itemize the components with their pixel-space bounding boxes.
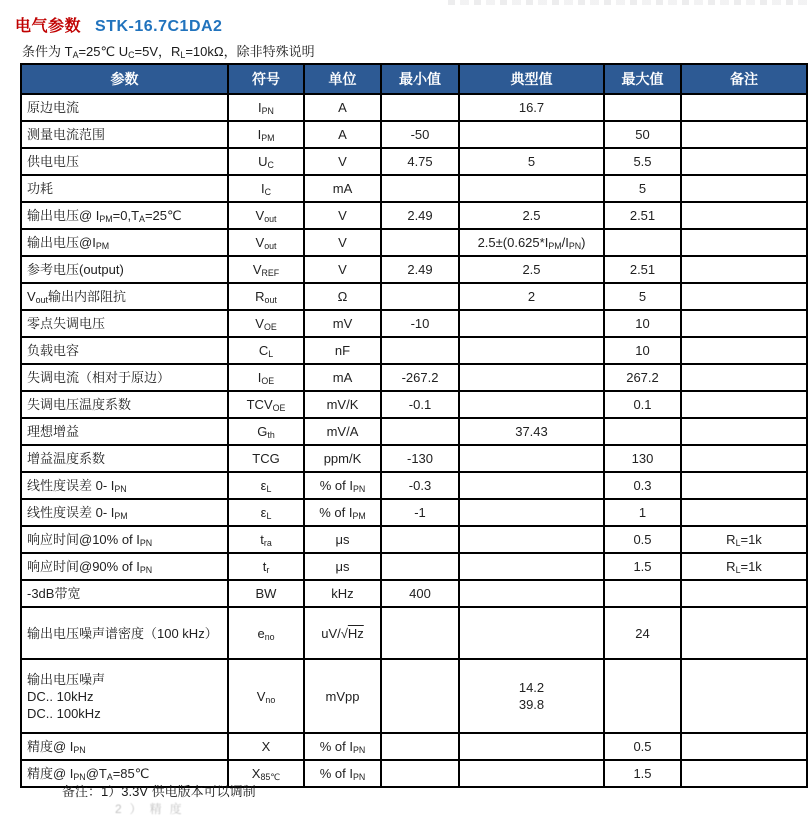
cell-typical <box>459 175 604 202</box>
table-row <box>21 733 807 760</box>
cell-unit: % of $I_{PN}$ <box>304 760 381 787</box>
cell-remark <box>681 202 807 229</box>
cell-parameter: 增益温度系数 <box>21 445 228 472</box>
cell-unit: nF <box>304 337 381 364</box>
table-row <box>21 229 807 256</box>
cell-unit: uV/√Hz <box>304 607 381 659</box>
table-row <box>21 121 807 148</box>
table-row <box>21 445 807 472</box>
cell-remark <box>681 310 807 337</box>
cell-symbol: $V_{REF}$ <box>228 256 304 283</box>
table-row <box>21 607 807 659</box>
cell-parameter: 失调电压温度系数 <box>21 391 228 418</box>
table-row <box>21 499 807 526</box>
cell-symbol: X <box>228 733 304 760</box>
cell-parameter: 精度@ $I_{PN}$ <box>21 733 228 760</box>
table-row <box>21 553 807 580</box>
cell-unit: A <box>304 94 381 121</box>
cell-symbol: $X_{85℃}$ <box>228 760 304 787</box>
column-header-0: 参数 <box>21 64 228 94</box>
cell-symbol: $V_{OE}$ <box>228 310 304 337</box>
cell-max: 1 <box>604 499 681 526</box>
cell-remark <box>681 148 807 175</box>
cell-remark <box>681 607 807 659</box>
model-number: STK-16.7C1DA2 <box>95 18 223 35</box>
cell-remark <box>681 733 807 760</box>
cell-typical <box>459 733 604 760</box>
cell-max: 1.5 <box>604 553 681 580</box>
cell-max: 2.51 <box>604 202 681 229</box>
cell-parameter: 输出电压$@I_{PM}$ <box>21 229 228 256</box>
cell-remark <box>681 472 807 499</box>
cell-max: 10 <box>604 337 681 364</box>
cell-max: 0.1 <box>604 391 681 418</box>
column-header-2: 单位 <box>304 64 381 94</box>
cell-remark: $R_L=1k$ <box>681 553 807 580</box>
cell-unit: mV <box>304 310 381 337</box>
cell-remark <box>681 418 807 445</box>
cell-max: 5.5 <box>604 148 681 175</box>
column-header-1: 符号 <box>228 64 304 94</box>
cell-remark <box>681 364 807 391</box>
cell-parameter: -3dB带宽 <box>21 580 228 607</box>
cropped-text-remnant <box>448 0 809 5</box>
cell-max <box>604 94 681 121</box>
cell-min <box>381 94 459 121</box>
table-row <box>21 580 807 607</box>
cell-parameter: $V_{out}$输出内部阻抗 <box>21 283 228 310</box>
cell-min: -267.2 <box>381 364 459 391</box>
table-row <box>21 256 807 283</box>
table-row <box>21 391 807 418</box>
cell-remark <box>681 337 807 364</box>
cell-typical <box>459 553 604 580</box>
cell-symbol: $I_C$ <box>228 175 304 202</box>
cell-typical <box>459 499 604 526</box>
cell-remark <box>681 175 807 202</box>
cell-max: 0.3 <box>604 472 681 499</box>
cell-unit: A <box>304 121 381 148</box>
cell-min: -50 <box>381 121 459 148</box>
cell-typical <box>459 760 604 787</box>
cell-symbol: $C_L$ <box>228 337 304 364</box>
table-row <box>21 418 807 445</box>
table-row <box>21 283 807 310</box>
cell-min: -0.3 <box>381 472 459 499</box>
cell-typical <box>459 364 604 391</box>
cell-typical: 2 <box>459 283 604 310</box>
cell-symbol: $t_{ra}$ <box>228 526 304 553</box>
cell-max: 2.51 <box>604 256 681 283</box>
cell-unit: mV/K <box>304 391 381 418</box>
cell-min <box>381 283 459 310</box>
cell-symbol: $TCV_{OE}$ <box>228 391 304 418</box>
table-row <box>21 175 807 202</box>
table-row <box>21 148 807 175</box>
cell-typical: 5 <box>459 148 604 175</box>
cell-symbol: $V_{out}$ <box>228 202 304 229</box>
cell-unit: mA <box>304 364 381 391</box>
cell-symbol: $I_{OE}$ <box>228 364 304 391</box>
cell-unit: μs <box>304 526 381 553</box>
cell-remark <box>681 391 807 418</box>
cell-typical <box>459 310 604 337</box>
cell-min: 2.49 <box>381 202 459 229</box>
cell-min <box>381 175 459 202</box>
table-row <box>21 202 807 229</box>
cell-parameter: 测量电流范围 <box>21 121 228 148</box>
cell-parameter: 功耗 <box>21 175 228 202</box>
cell-unit: V <box>304 202 381 229</box>
cell-symbol: $t_r$ <box>228 553 304 580</box>
cell-max: 5 <box>604 175 681 202</box>
parameters-table <box>20 63 808 788</box>
cell-min: -0.1 <box>381 391 459 418</box>
cell-max: 24 <box>604 607 681 659</box>
cell-min: 4.75 <box>381 148 459 175</box>
cell-parameter: 响应时间@90% of $I_{PN}$ <box>21 553 228 580</box>
footnote-partial-cropped: 2）精度 <box>115 802 190 816</box>
cell-remark <box>681 256 807 283</box>
cell-unit: mA <box>304 175 381 202</box>
cell-unit: mVpp <box>304 659 381 733</box>
cell-symbol: TCG <box>228 445 304 472</box>
cell-remark <box>681 121 807 148</box>
cell-min <box>381 229 459 256</box>
cell-remark <box>681 445 807 472</box>
table-row <box>21 310 807 337</box>
cell-unit: % of $I_{PN}$ <box>304 472 381 499</box>
cell-remark <box>681 229 807 256</box>
column-header-3: 最小值 <box>381 64 459 94</box>
cell-symbol: $I_{PN}$ <box>228 94 304 121</box>
cell-typical <box>459 526 604 553</box>
cell-parameter: 线性度误差 0- $I_{PM}$ <box>21 499 228 526</box>
cell-typical: 14.2 39.8 <box>459 659 604 733</box>
cell-min: -10 <box>381 310 459 337</box>
cell-parameter: 线性度误差 0- $I_{PN}$ <box>21 472 228 499</box>
cell-min: 400 <box>381 580 459 607</box>
cell-max <box>604 229 681 256</box>
cell-typical <box>459 445 604 472</box>
cell-typical <box>459 121 604 148</box>
section-title: 电气参数 <box>15 18 82 35</box>
cell-min: 2.49 <box>381 256 459 283</box>
cell-min <box>381 760 459 787</box>
footnote: 备注：1）3.3V 供电版本可以调制 <box>62 784 256 799</box>
cell-typical <box>459 472 604 499</box>
cell-unit: mV/A <box>304 418 381 445</box>
cell-symbol: $V_{out}$ <box>228 229 304 256</box>
cell-min <box>381 659 459 733</box>
cell-min <box>381 733 459 760</box>
cell-remark: $R_L=1k$ <box>681 526 807 553</box>
cell-parameter: 供电电压 <box>21 148 228 175</box>
cell-parameter: 原边电流 <box>21 94 228 121</box>
cell-typical: 37.43 <box>459 418 604 445</box>
cell-max: 50 <box>604 121 681 148</box>
cell-parameter: 参考电压(output) <box>21 256 228 283</box>
cell-remark <box>681 659 807 733</box>
cell-max: 0.5 <box>604 733 681 760</box>
cell-unit: V <box>304 256 381 283</box>
cell-min <box>381 607 459 659</box>
cell-typical <box>459 337 604 364</box>
cell-max <box>604 659 681 733</box>
cell-unit: kHz <box>304 580 381 607</box>
table-row <box>21 94 807 121</box>
cell-max <box>604 580 681 607</box>
cell-unit: ppm/K <box>304 445 381 472</box>
cell-min <box>381 553 459 580</box>
cell-max: 5 <box>604 283 681 310</box>
table-row <box>21 659 807 733</box>
page-title <box>15 13 222 36</box>
cell-unit: V <box>304 148 381 175</box>
cell-min <box>381 526 459 553</box>
cell-parameter: 失调电流（相对于原边） <box>21 364 228 391</box>
table-row <box>21 364 807 391</box>
cell-symbol: $U_C$ <box>228 148 304 175</box>
column-header-4: 典型值 <box>459 64 604 94</box>
cell-parameter: 响应时间@10% of $I_{PN}$ <box>21 526 228 553</box>
cell-symbol: $R_{out}$ <box>228 283 304 310</box>
cell-unit: Ω <box>304 283 381 310</box>
cell-remark <box>681 580 807 607</box>
cell-remark <box>681 94 807 121</box>
cell-max: 267.2 <box>604 364 681 391</box>
table-row <box>21 472 807 499</box>
cell-remark <box>681 283 807 310</box>
cell-symbol: $G_{th}$ <box>228 418 304 445</box>
cell-parameter: 理想增益 <box>21 418 228 445</box>
cell-min: -130 <box>381 445 459 472</box>
column-header-5: 最大值 <box>604 64 681 94</box>
cell-parameter: 零点失调电压 <box>21 310 228 337</box>
cell-typical <box>459 391 604 418</box>
cell-parameter: 输出电压噪声 DC.. 10kHz DC.. 100kHz <box>21 659 228 733</box>
cell-parameter: 输出电压@ $I_{PM}=0,T_A=25℃$ <box>21 202 228 229</box>
cell-symbol: BW <box>228 580 304 607</box>
cell-parameter: 精度@ $I_{PN}@T_A=85℃$ <box>21 760 228 787</box>
cell-typical: 2.5 <box>459 202 604 229</box>
column-header-6: 备注 <box>681 64 807 94</box>
cell-parameter: 负载电容 <box>21 337 228 364</box>
cell-symbol: $\varepsilon_L$ <box>228 472 304 499</box>
cell-min <box>381 418 459 445</box>
cell-typical <box>459 607 604 659</box>
cell-symbol: $I_{PM}$ <box>228 121 304 148</box>
cell-max: 1.5 <box>604 760 681 787</box>
cell-symbol: $V_{no}$ <box>228 659 304 733</box>
cell-min: -1 <box>381 499 459 526</box>
cell-typical: 16.7 <box>459 94 604 121</box>
cell-typical <box>459 580 604 607</box>
cell-remark <box>681 499 807 526</box>
cell-typical: 2.5 <box>459 256 604 283</box>
cell-symbol: $e_{no}$ <box>228 607 304 659</box>
cell-unit: % of $I_{PM}$ <box>304 499 381 526</box>
cell-remark <box>681 760 807 787</box>
cell-max: 10 <box>604 310 681 337</box>
cell-max: 130 <box>604 445 681 472</box>
cell-max: 0.5 <box>604 526 681 553</box>
cell-max <box>604 418 681 445</box>
cell-min <box>381 337 459 364</box>
cell-unit: % of $I_{PN}$ <box>304 733 381 760</box>
table-row <box>21 337 807 364</box>
cell-unit: μs <box>304 553 381 580</box>
table-row <box>21 526 807 553</box>
cell-unit: V <box>304 229 381 256</box>
test-conditions: 条件为 $T_A=25℃$ $U_C=5V$，$R_L=10k\Omega$，除非特殊说明 <box>22 44 315 60</box>
cell-symbol: $\varepsilon_L$ <box>228 499 304 526</box>
table-header-row <box>21 64 807 94</box>
cell-typical: $2.5\pm(0.625*I_{PM}/I_{PN})$ <box>459 229 604 256</box>
cell-parameter: 输出电压噪声谱密度（100 kHz） <box>21 607 228 659</box>
